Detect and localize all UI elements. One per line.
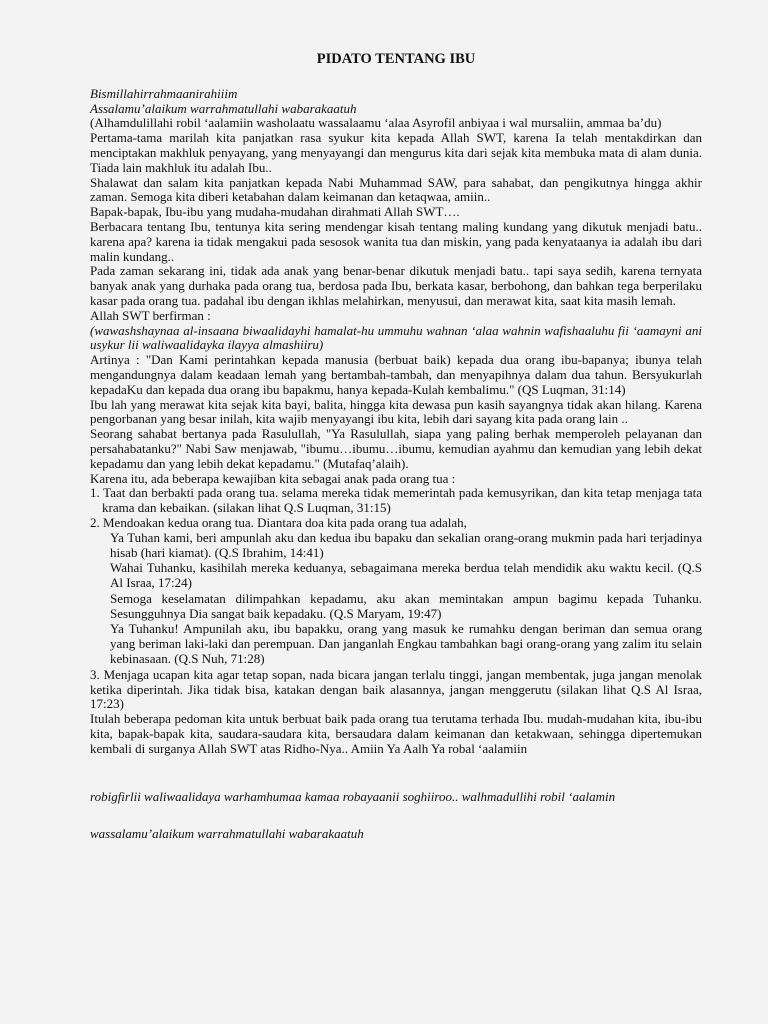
list-item-mendoakan: 2. Mendoakan kedua orang tua. Diantara doa kita pada orang tua adalah, <box>90 514 467 530</box>
opening-salam: Assalamu’alaikum warrahmatullahi wabarakaatuh <box>90 100 357 116</box>
paragraph-shalawat: Shalawat dan salam kita panjatkan kepada Nabi Muhammad SAW, para sahabat, dan pengikutnya hingga akhir zaman. Semoga kita diberi ketabahan dalam keimanan dan ketaqwaa, amiin.. <box>90 174 702 205</box>
paragraph-hamdalah: (Alhamdulillahi robil ‘aalamiin washolaatu wassalaamu ‘alaa Asyrofil anbiyaa i wal mursaliin, ammaa ba’du) <box>90 115 662 131</box>
paragraph-zaman-sekarang: Pada zaman sekarang ini, tidak ada anak yang benar-benar dikutuk menjadi batu.. tapi saya sedih, karena ternyata banyak anak yang durhaka pada orang tua, berdosa pada Ibu, berkata kasar, berbohong, dan bahkan tega berperilaku kasar pada orang tua. padahal ibu dengan ikhlas melahirkan, menyusui, dan merawat kita, saat kita masih lemah. <box>90 263 702 308</box>
paragraph-firman-intro: Allah SWT berfirman : <box>90 307 211 323</box>
paragraph-ibu-merawat: Ibu lah yang merawat kita sejak kita bayi, balita, hingga kita dewasa pun kasih sayangnya tidak akan hilang. Karena pengorbanan yang besar inilah, kita wajib menyayangi ibu kita, lebih dari sayang kita pada orang lain .. <box>90 396 702 427</box>
doa-item: Semoga keselamatan dilimpahkan kepadamu, aku akan memintakan ampun bagimu kepada Tuhanku. Sesungguhnya Dia sangat baik kepadaku. (Q.S Maryam, 19:47) <box>110 590 702 621</box>
verse-arabic-transliteration: (wawashshaynaa al-insaana biwaalidayhi hamalat-hu ummuhu wahnan ‘alaa wahnin wafishaaluhu fii ‘aamayni ani usykur lii waliwaalidayka ilayya almashiiru) <box>90 322 702 353</box>
list-item-ucapan: 3. Menjaga ucapan kita agar tetap sopan, nada bicara jangan terlalu tinggi, jangan membentak, juga jangan menolak ketika diperintah. Jika tidak bisa, katakan dengan baik alasannya, jangan menggerutu (silakan lihat Q.S Al Israa, 17:23) <box>90 666 702 712</box>
closing-salam: wassalamu’alaikum warrahmatullahi wabarakaatuh <box>90 826 364 842</box>
opening-basmalah: Bismillahirrahmaanirahiiim <box>90 85 238 101</box>
document-body <box>90 52 702 842</box>
paragraph-hadith: Seorang sahabat bertanya pada Rasulullah, "Ya Rasulullah, siapa yang paling berhak memperoleh pelayanan dan persahabatanku?" Nabi Saw menjawab, "ibumu…ibumu…ibumu, kemudian ayahmu dan kemudian yang lebih dekat kepadamu dan yang lebih dekat kepadamu." (Mutafaq’alaih). <box>90 426 702 471</box>
doa-item: Wahai Tuhanku, kasihilah mereka keduanya, sebagaimana mereka berdua telah mendidik aku waktu kecil. (Q.S Al Israa, 17:24) <box>110 560 702 591</box>
doa-item: Ya Tuhanku! Ampunilah aku, ibu bapakku, orang yang masuk ke rumahku dengan beriman dan semua orang yang beriman laki-laki dan perempuan. Dan janganlah Engkau tambahkan bagi orang-orang yang zalim itu selain kebinasaan. (Q.S Nuh, 71:28) <box>110 621 702 667</box>
paragraph-syukur: Pertama-tama marilah kita panjatkan rasa syukur kita kepada Allah SWT, karena Ia telah mentakdirkan dan menciptakan makhluk penyayang, yang menyayangi dan mengurus kita dari sejak kita membuka mata di alam dunia. Tiada lain makhluk itu adalah Ibu.. <box>90 130 702 175</box>
doa-item: Ya Tuhan kami, beri ampunlah aku dan kedua ibu bapaku dan sekalian orang-orang mukmin pada hari terjadinya hisab (hari kiamat). (Q.S Ibrahim, 14:41) <box>110 529 702 560</box>
paragraph-sapaan: Bapak-bapak, Ibu-ibu yang mudaha-mudahan dirahmati Allah SWT…. <box>90 204 460 220</box>
paragraph-malin-kundang: Berbacara tentang Ibu, tentunya kita sering mendengar kisah tentang maling kundang yang dikutuk menjadi batu.. karena apa? karena ia tidak mengakui pada sesosok wanita tua dan miskin, yang pada kenyataanya ia adalah ibu dari malin kundang.. <box>90 218 702 264</box>
paragraph-penutup: Itulah beberapa pedoman kita untuk berbuat baik pada orang tua terutama terhada Ibu. mudah-mudahan kita, ibu-ibu kita, bapak-bapak kita, saudara-saudara kita, bersaudara dalam keimanan dan ketakwaan, sehingga dipertemukan kembali di surganya Allah SWT atas Ridho-Nya.. Amiin Ya Aalh Ya robal ‘aalamiin <box>90 711 702 756</box>
list-item-taat: 1. Taat dan berbakti pada orang tua. selama mereka tidak memerintah pada kemusyrikan, dan kita tetap menjaga tata krama dan kebaikan. (silakan lihat Q.S Luqman, 31:15) <box>90 485 702 516</box>
paragraph-kewajiban-intro: Karena itu, ada beberapa kewajiban kita sebagai anak pada orang tua : <box>90 470 456 486</box>
page-title: PIDATO TENTANG IBU <box>316 51 476 67</box>
doa-list <box>90 531 702 667</box>
paragraph-artinya: Artinya : "Dan Kami perintahkan kepada manusia (berbuat baik) kepada dua orang ibu-bapanya; ibunya telah mengandungnya dalam keadaan lemah yang bertambah-tambah, dan menyapihnya dalam dua tahun. Bersyukurlah kepadaKu dan kepada dua orang ibu bapakmu, hanya kepada-Kulah kembalimu." (QS Luqman, 31:14) <box>90 352 702 397</box>
closing-doa: robigfirlii waliwaalidaya warhamhumaa kamaa robayaanii soghiiroo.. walhmadullihi robil ‘aalamin <box>90 788 616 804</box>
closing-section <box>90 790 702 843</box>
